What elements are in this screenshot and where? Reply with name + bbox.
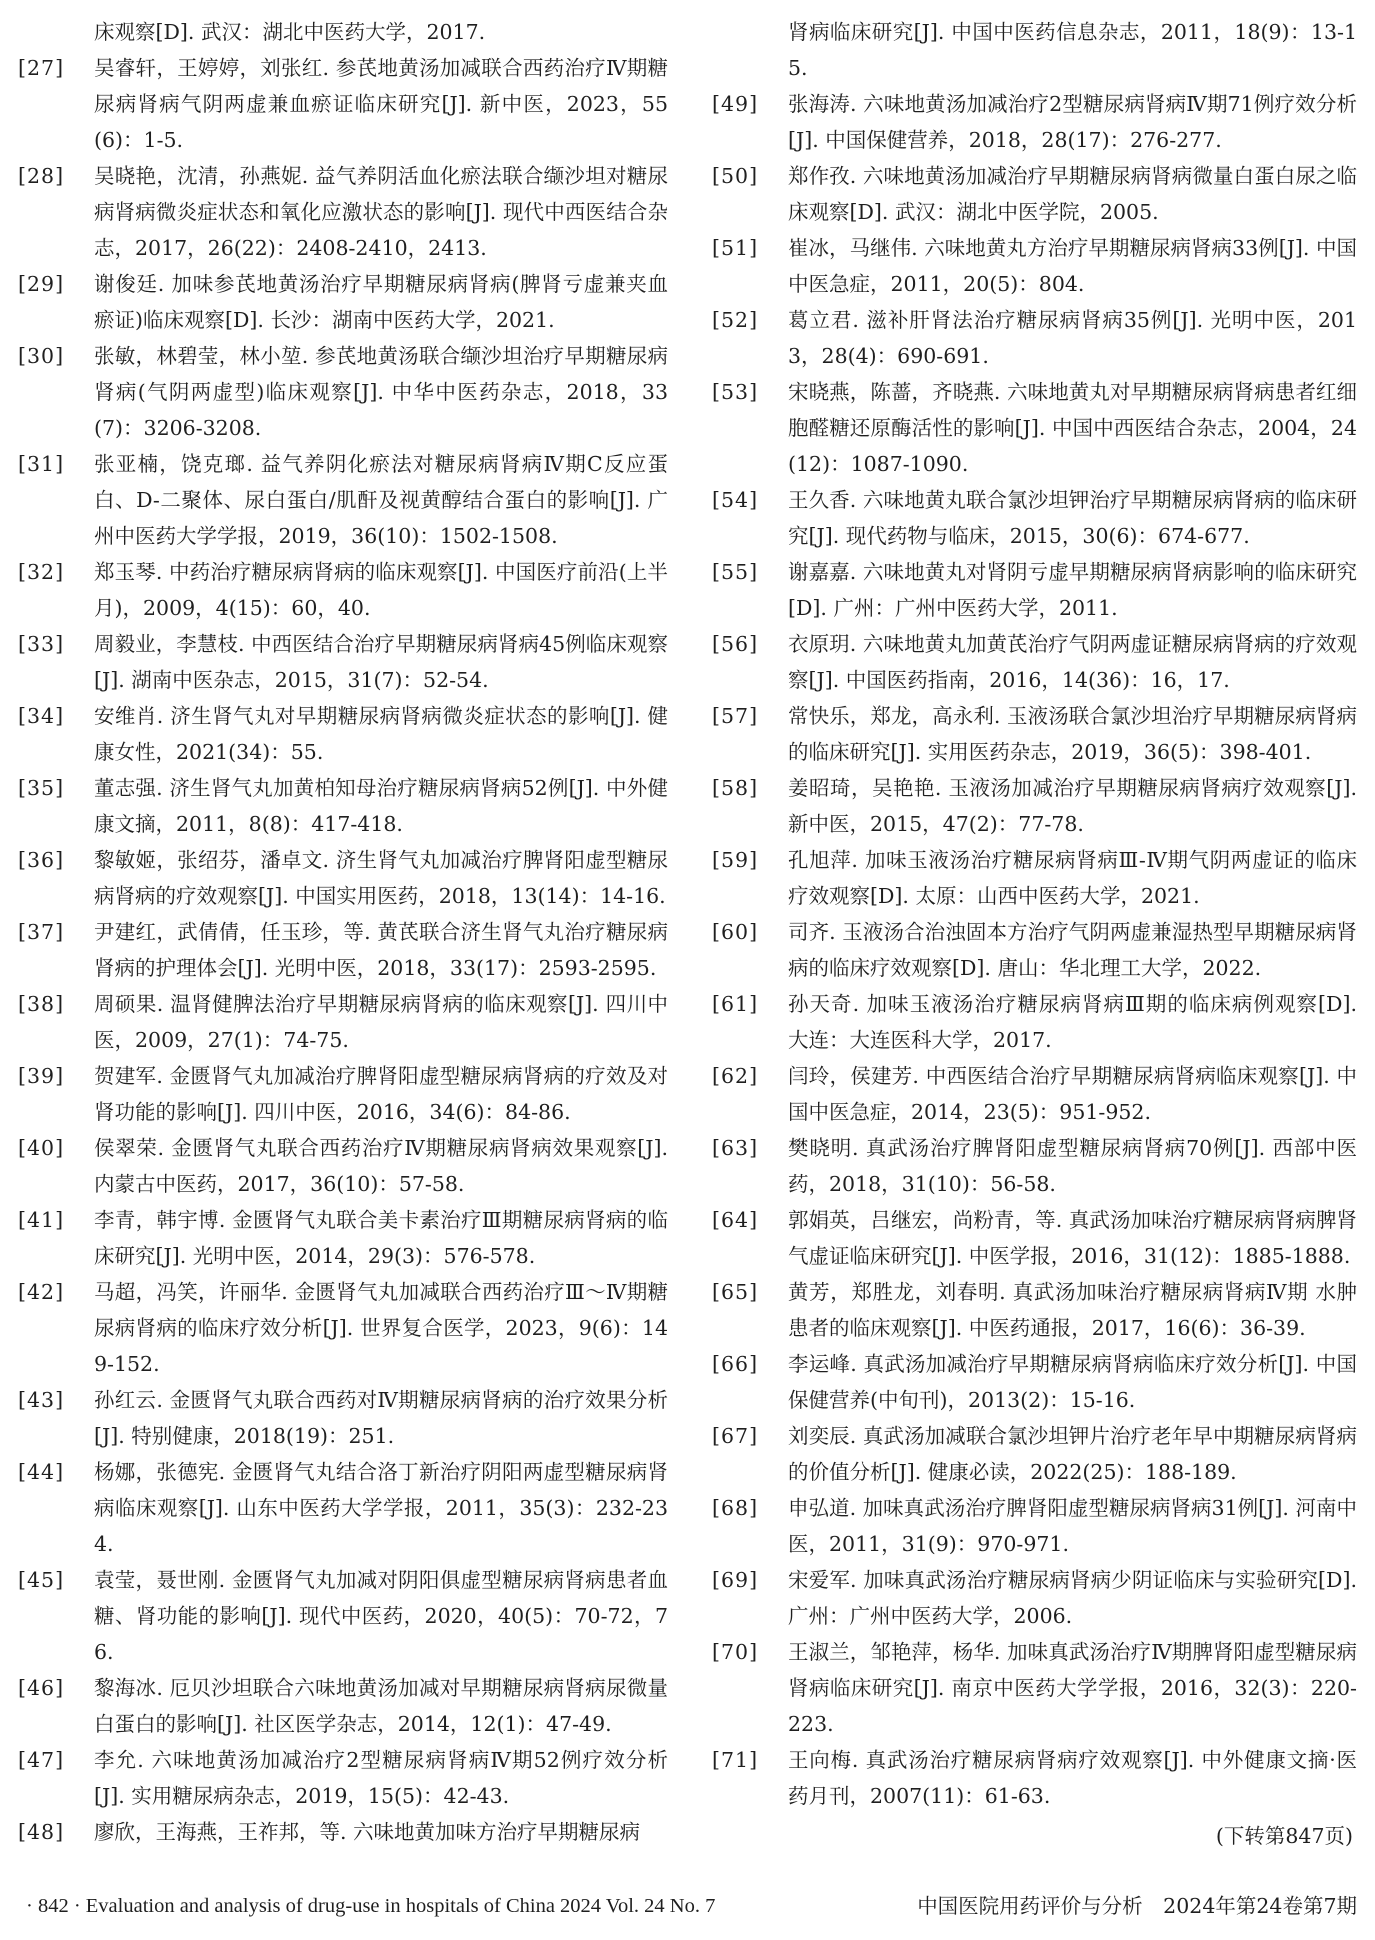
reference-number: [35]	[18, 776, 65, 800]
reference-text: 申弘道. 加味真武汤治疗脾肾阳虚型糖尿病肾病31例[J]. 河南中医，2011，31(9)：970-971.	[788, 1496, 1357, 1556]
reference-text: 袁莹，聂世刚. 金匮肾气丸加减对阴阳俱虚型糖尿病肾病患者血糖、肾功能的影响[J]. 现代中医药，2020，40(5)：70-72，76.	[94, 1568, 668, 1664]
reference-item	[712, 986, 1357, 1058]
reference-number: [59]	[712, 848, 759, 872]
reference-item	[712, 1562, 1357, 1634]
reference-number: [56]	[712, 632, 759, 656]
reference-item	[18, 1454, 668, 1562]
reference-text: 杨娜，张德宪. 金匮肾气丸结合洛丁新治疗阴阳两虚型糖尿病肾病临床观察[J]. 山东中医药大学学报，2011，35(3)：232-234.	[94, 1460, 668, 1556]
reference-number: [46]	[18, 1676, 65, 1700]
reference-number: [38]	[18, 992, 65, 1016]
reference-number: [30]	[18, 344, 65, 368]
reference-text: 黄芳，郑胜龙，刘春明. 真武汤加味治疗糖尿病肾病Ⅳ期 水肿患者的临床观察[J]. 中医药通报，2017，16(6)：36-39.	[788, 1280, 1357, 1340]
reference-text: 张敏，林碧莹，林小堃. 参芪地黄汤联合缬沙坦治疗早期糖尿病肾病(气阴两虚型)临床观察[J]. 中华中医药杂志，2018，33(7)：3206-3208.	[94, 344, 668, 440]
reference-number: [54]	[712, 488, 759, 512]
reference-number: [69]	[712, 1568, 759, 1592]
reference-item	[18, 446, 668, 554]
reference-text: 宋爱军. 加味真武汤治疗糖尿病肾病少阴证临床与实验研究[D]. 广州：广州中医药大学，2006.	[788, 1568, 1357, 1628]
reference-text: 郑玉琴. 中药治疗糖尿病肾病的临床观察[J]. 中国医疗前沿(上半月)，2009，4(15)：60，40.	[94, 560, 668, 620]
reference-text: 李允. 六味地黄汤加减治疗2型糖尿病肾病Ⅳ期52例疗效分析[J]. 实用糖尿病杂志，2019，15(5)：42-43.	[94, 1748, 668, 1808]
reference-number: [63]	[712, 1136, 759, 1160]
reference-number: [70]	[712, 1640, 759, 1664]
reference-number: [71]	[712, 1748, 759, 1772]
reference-number: [55]	[712, 560, 759, 584]
reference-text: 黎敏姬，张绍芬，潘卓文. 济生肾气丸加减治疗脾肾阳虚型糖尿病肾病的疗效观察[J]. 中国实用医药，2018，13(14)：14-16.	[94, 848, 668, 908]
reference-text: 吴晓艳，沈清，孙燕妮. 益气养阴活血化瘀法联合缬沙坦对糖尿病肾病微炎症状态和氧化应激状态的影响[J]. 现代中西医结合杂志，2017，26(22)：2408-2410，2413.	[94, 164, 668, 260]
reference-continuation: 床观察[D]. 武汉：湖北中医药大学，2017.	[94, 20, 486, 44]
reference-number: [57]	[712, 704, 759, 728]
reference-text: 侯翠荣. 金匮肾气丸联合西药治疗Ⅳ期糖尿病肾病效果观察[J]. 内蒙古中医药，2017，36(10)：57-58.	[94, 1136, 668, 1196]
reference-item	[712, 86, 1357, 158]
reference-number: [60]	[712, 920, 759, 944]
reference-text: 姜昭琦，吴艳艳. 玉液汤加减治疗早期糖尿病肾病疗效观察[J]. 新中医，2015，47(2)：77-78.	[788, 776, 1357, 836]
reference-number: [42]	[18, 1280, 65, 1304]
reference-item	[18, 554, 668, 626]
reference-number: [51]	[712, 236, 759, 260]
reference-number: [62]	[712, 1064, 759, 1088]
reference-text: 安维肖. 济生肾气丸对早期糖尿病肾病微炎症状态的影响[J]. 健康女性，2021(34)：55.	[94, 704, 668, 764]
reference-item	[18, 1274, 668, 1382]
footer-journal-english: · 842 · Evaluation and analysis of drug-use in hospitals of China 2024 Vol. 24 No. 7	[26, 1895, 716, 1917]
reference-item	[712, 230, 1357, 302]
reference-item	[712, 374, 1357, 482]
reference-text: 周毅业，李慧枝. 中西医结合治疗早期糖尿病肾病45例临床观察[J]. 湖南中医杂志，2015，31(7)：52-54.	[94, 632, 668, 692]
left-column	[18, 14, 668, 1850]
reference-text: 郑作孜. 六味地黄汤加减治疗早期糖尿病肾病微量白蛋白尿之临床观察[D]. 武汉：湖北中医学院，2005.	[788, 164, 1357, 224]
reference-item	[712, 482, 1357, 554]
reference-number: [65]	[712, 1280, 759, 1304]
reference-number: [61]	[712, 992, 759, 1016]
reference-text: 樊晓明. 真武汤治疗脾肾阳虚型糖尿病肾病70例[J]. 西部中医药，2018，31(10)：56-58.	[788, 1136, 1357, 1196]
reference-continuation: 肾病临床研究[J]. 中国中医药信息杂志，2011，18(9)：13-15.	[788, 20, 1357, 80]
reference-item	[18, 1562, 668, 1670]
reference-text: 司齐. 玉液汤合治浊固本方治疗气阴两虚兼湿热型早期糖尿病肾病的临床疗效观察[D]. 唐山：华北理工大学，2022.	[788, 920, 1357, 980]
reference-number: [66]	[712, 1352, 759, 1376]
reference-text: 王淑兰，邹艳萍，杨华. 加味真武汤治疗Ⅳ期脾肾阳虚型糖尿病肾病临床研究[J]. 南京中医药大学学报，2016，32(3)：220-223.	[788, 1640, 1357, 1736]
reference-item	[712, 914, 1357, 986]
reference-item	[712, 1202, 1357, 1274]
reference-text: 孙天奇. 加味玉液汤治疗糖尿病肾病Ⅲ期的临床病例观察[D]. 大连：大连医科大学，2017.	[788, 992, 1357, 1052]
reference-text: 衣原玥. 六味地黄丸加黄芪治疗气阴两虚证糖尿病肾病的疗效观察[J]. 中国医药指南，2016，14(36)：16，17.	[788, 632, 1357, 692]
reference-item	[18, 626, 668, 698]
reference-number: [27]	[18, 56, 65, 80]
footer-journal-chinese: 中国医院用药评价与分析 2024年第24卷第7期	[917, 1894, 1357, 1918]
reference-item	[18, 1742, 668, 1814]
reference-number: [37]	[18, 920, 65, 944]
reference-number: [44]	[18, 1460, 65, 1484]
reference-item	[18, 1814, 668, 1850]
right-column	[712, 14, 1357, 1854]
reference-item	[18, 986, 668, 1058]
reference-text: 王向梅. 真武汤治疗糖尿病肾病疗效观察[J]. 中外健康文摘·医药月刊，2007(11)：61-63.	[788, 1748, 1357, 1808]
reference-item	[712, 1634, 1357, 1742]
reference-item	[712, 1058, 1357, 1130]
reference-number: [64]	[712, 1208, 759, 1232]
reference-item	[18, 338, 668, 446]
reference-item	[18, 698, 668, 770]
page-footer	[0, 1888, 1375, 1924]
reference-item	[712, 842, 1357, 914]
reference-text: 谢俊廷. 加味参芪地黄汤治疗早期糖尿病肾病(脾肾亏虚兼夹血瘀证)临床观察[D]. 长沙：湖南中医药大学，2021.	[94, 272, 668, 332]
reference-number: [68]	[712, 1496, 759, 1520]
reference-item	[712, 1742, 1357, 1814]
reference-number: [49]	[712, 92, 759, 116]
reference-number: [47]	[18, 1748, 65, 1772]
reference-number: [36]	[18, 848, 65, 872]
reference-text: 张海涛. 六味地黄汤加减治疗2型糖尿病肾病Ⅳ期71例疗效分析[J]. 中国保健营养，2018，28(17)：276-277.	[788, 92, 1357, 152]
reference-item	[18, 1382, 668, 1454]
reference-text: 郭娟英，吕继宏，尚粉青，等. 真武汤加味治疗糖尿病肾病脾肾气虚证临床研究[J]. 中医学报，2016，31(12)：1885-1888.	[788, 1208, 1357, 1268]
reference-item	[712, 626, 1357, 698]
reference-number: [58]	[712, 776, 759, 800]
reference-number: [29]	[18, 272, 65, 296]
reference-item	[712, 1418, 1357, 1490]
reference-number: [50]	[712, 164, 759, 188]
reference-item	[712, 302, 1357, 374]
reference-text: 孙红云. 金匮肾气丸联合西药对Ⅳ期糖尿病肾病的治疗效果分析[J]. 特别健康，2018(19)：251.	[94, 1388, 668, 1448]
reference-list-left	[18, 50, 668, 1850]
reference-item	[712, 158, 1357, 230]
reference-item	[18, 1130, 668, 1202]
reference-text: 孔旭萍. 加味玉液汤治疗糖尿病肾病Ⅲ-Ⅳ期气阴两虚证的临床疗效观察[D]. 太原：山西中医药大学，2021.	[788, 848, 1357, 908]
reference-item	[712, 1130, 1357, 1202]
reference-number: [53]	[712, 380, 759, 404]
reference-number: [39]	[18, 1064, 65, 1088]
reference-number: [32]	[18, 560, 65, 584]
reference-item	[18, 266, 668, 338]
reference-text: 吴睿轩，王婷婷，刘张红. 参芪地黄汤加减联合西药治疗Ⅳ期糖尿病肾病气阴两虚兼血瘀证临床研究[J]. 新中医，2023，55(6)：1-5.	[94, 56, 668, 152]
reference-item	[712, 554, 1357, 626]
reference-number: [45]	[18, 1568, 65, 1592]
reference-item	[712, 1490, 1357, 1562]
reference-item	[18, 842, 668, 914]
reference-text: 闫玲，侯建芳. 中西医结合治疗早期糖尿病肾病临床观察[J]. 中国中医急症，2014，23(5)：951-952.	[788, 1064, 1357, 1124]
reference-text: 马超，冯笑，许丽华. 金匮肾气丸加减联合西药治疗Ⅲ～Ⅳ期糖尿病肾病的临床疗效分析[J]. 世界复合医学，2023，9(6)：149-152.	[94, 1280, 668, 1376]
reference-item	[18, 1670, 668, 1742]
reference-number: [34]	[18, 704, 65, 728]
reference-number: [48]	[18, 1820, 65, 1844]
reference-item	[712, 1346, 1357, 1418]
reference-text: 张亚楠，饶克瑯. 益气养阴化瘀法对糖尿病肾病Ⅳ期C反应蛋白、D-二聚体、尿白蛋白/肌酐及视黄醇结合蛋白的影响[J]. 广州中医药大学学报，2019，36(10)：1502-1508.	[94, 452, 668, 548]
reference-text: 李青，韩宇博. 金匮肾气丸联合美卡素治疗Ⅲ期糖尿病肾病的临床研究[J]. 光明中医，2014，29(3)：576-578.	[94, 1208, 668, 1268]
reference-number: [28]	[18, 164, 65, 188]
reference-item	[18, 1058, 668, 1130]
reference-text: 刘奕辰. 真武汤加减联合氯沙坦钾片治疗老年早中期糖尿病肾病的价值分析[J]. 健康必读，2022(25)：188-189.	[788, 1424, 1357, 1484]
reference-number: [33]	[18, 632, 65, 656]
reference-text: 常快乐，郑龙，高永利. 玉液汤联合氯沙坦治疗早期糖尿病肾病的临床研究[J]. 实用医药杂志，2019，36(5)：398-401.	[788, 704, 1357, 764]
reference-text: 董志强. 济生肾气丸加黄柏知母治疗糖尿病肾病52例[J]. 中外健康文摘，2011，8(8)：417-418.	[94, 776, 668, 836]
reference-number: [41]	[18, 1208, 65, 1232]
reference-number: [52]	[712, 308, 759, 332]
reference-number: [43]	[18, 1388, 65, 1412]
reference-text: 廖欣，王海燕，王祚邦，等. 六味地黄加味方治疗早期糖尿病	[94, 1820, 641, 1844]
reference-item	[712, 1274, 1357, 1346]
reference-item	[712, 770, 1357, 842]
reference-item	[18, 1202, 668, 1274]
reference-text: 宋晓燕，陈蔷，齐晓燕. 六味地黄丸对早期糖尿病肾病患者红细胞醛糖还原酶活性的影响[J]. 中国中西医结合杂志，2004，24(12)：1087-1090.	[788, 380, 1357, 476]
reference-text: 葛立君. 滋补肝肾法治疗糖尿病肾病35例[J]. 光明中医，2013，28(4)：690-691.	[788, 308, 1357, 368]
reference-text: 贺建军. 金匮肾气丸加减治疗脾肾阳虚型糖尿病肾病的疗效及对肾功能的影响[J]. 四川中医，2016，34(6)：84-86.	[94, 1064, 668, 1124]
reference-text: 谢嘉嘉. 六味地黄丸对肾阴亏虚早期糖尿病肾病影响的临床研究[D]. 广州：广州中医药大学，2011.	[788, 560, 1357, 620]
continued-on-note: (下转第847页)	[1215, 1824, 1353, 1848]
reference-item	[18, 914, 668, 986]
reference-item	[712, 698, 1357, 770]
reference-text: 尹建红，武倩倩，任玉珍，等. 黄芪联合济生肾气丸治疗糖尿病肾病的护理体会[J]. 光明中医，2018，33(17)：2593-2595.	[94, 920, 668, 980]
reference-item	[18, 50, 668, 158]
reference-item	[18, 158, 668, 266]
reference-list-right	[712, 86, 1357, 1814]
reference-item	[18, 770, 668, 842]
reference-text: 周硕果. 温肾健脾法治疗早期糖尿病肾病的临床观察[J]. 四川中医，2009，27(1)：74-75.	[94, 992, 668, 1052]
reference-number: [67]	[712, 1424, 759, 1448]
reference-text: 崔冰，马继伟. 六味地黄丸方治疗早期糖尿病肾病33例[J]. 中国中医急症，2011，20(5)：804.	[788, 236, 1357, 296]
reference-number: [40]	[18, 1136, 65, 1160]
reference-text: 王久香. 六味地黄丸联合氯沙坦钾治疗早期糖尿病肾病的临床研究[J]. 现代药物与临床，2015，30(6)：674-677.	[788, 488, 1357, 548]
reference-number: [31]	[18, 452, 65, 476]
reference-text: 黎海冰. 厄贝沙坦联合六味地黄汤加减对早期糖尿病肾病尿微量白蛋白的影响[J]. 社区医学杂志，2014，12(1)：47-49.	[94, 1676, 668, 1736]
reference-text: 李运峰. 真武汤加减治疗早期糖尿病肾病临床疗效分析[J]. 中国保健营养(中旬刊)，2013(2)：15-16.	[788, 1352, 1357, 1412]
